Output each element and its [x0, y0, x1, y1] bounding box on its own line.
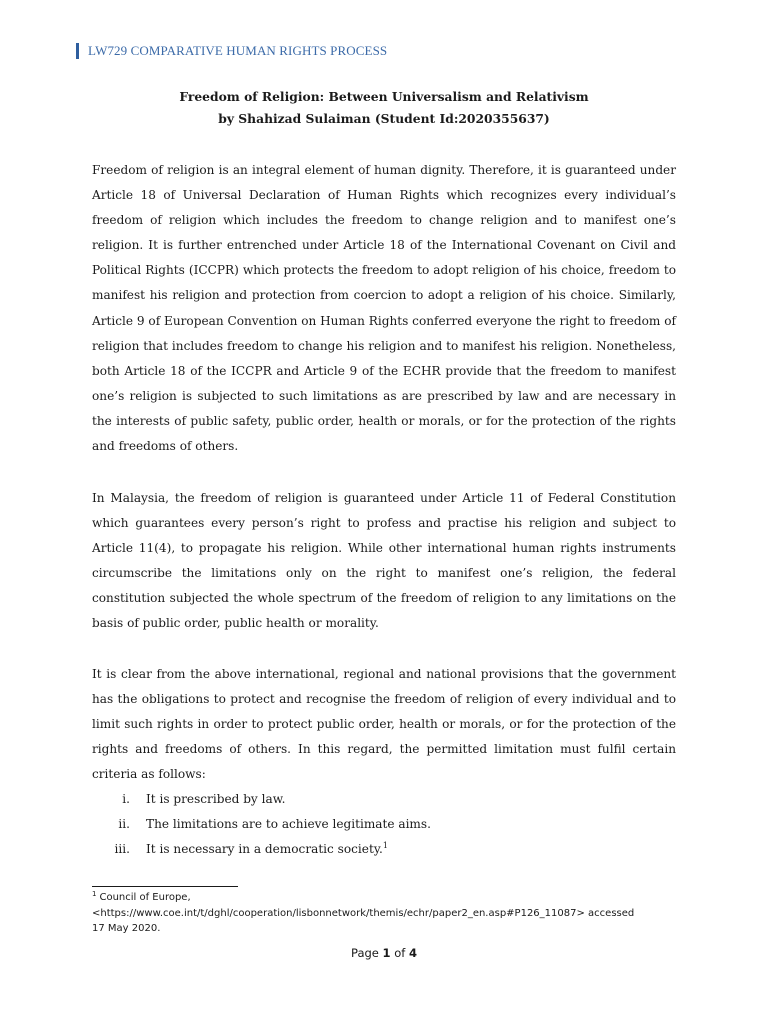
- course-title: LW729 COMPARATIVE HUMAN RIGHTS PROCESS: [88, 43, 388, 58]
- essay-title: Freedom of Religion: Between Universalism and Relativism: [179, 89, 589, 104]
- list-item-text: The limitations are to achieve legitimate aims.: [146, 817, 431, 832]
- list-item: [92, 837, 676, 862]
- footnote: [92, 890, 692, 937]
- footnote-accessed-date: 17 May 2020.: [92, 923, 161, 934]
- footnote-separator: [92, 886, 238, 887]
- footnote-source: Council of Europe,: [99, 892, 191, 903]
- list-item-number: iii.: [114, 842, 130, 857]
- page-number-total: 4: [408, 946, 417, 960]
- footnote-line-1: [92, 890, 692, 906]
- author-line: by Shahizad Sulaiman (Student Id:2020355637): [218, 111, 550, 126]
- page-number-current: 1: [382, 946, 391, 960]
- list-item: [92, 812, 676, 837]
- list-item-number: i.: [122, 792, 130, 806]
- paragraph-2: In Malaysia, the freedom of religion is guaranteed under Article 11 of Federal Constitution which guarantees every person’s right to profess and practise his religion and subject to Article 11(4), to propagate his religion. While other international human rights instruments circumscribe the limitations only on the right to manifest one’s religion, the federal constitution subjected the whole spectrum of the freedom of religion to any limitations on the basis of public order, public health or morality.: [92, 491, 676, 631]
- list-item: [92, 787, 676, 812]
- list-item-text-content: It is necessary in a democratic society.: [146, 842, 383, 857]
- page-number: [0, 946, 768, 960]
- footnote-url[interactable]: <https://www.coe.int/t/dghl/cooperation/lisbonnetwork/themis/echr/paper2_en.asp#P126_11087> accessed: [92, 907, 635, 919]
- page-number-of: of: [390, 946, 409, 960]
- criteria-list: [92, 787, 676, 862]
- footnote-marker: 1: [92, 889, 97, 898]
- running-header: [76, 42, 387, 60]
- list-item-text: It is prescribed by law.: [146, 792, 286, 806]
- list-item-number: ii.: [118, 817, 130, 832]
- footnote-reference[interactable]: 1: [382, 841, 388, 851]
- paragraph-1: Freedom of religion is an integral element of human dignity. Therefore, it is guaranteed under Article 18 of Universal Declaration of Human Rights which recognizes every individual’s freedom of religion which includes the freedom to change religion and to manifest one’s religion. It is further entrenched under Article 18 of the International Covenant on Civil and Political Rights (ICCPR) which protects the freedom to adopt religion of his choice, freedom to manifest his religion and protection from coercion to adopt a religion of his choice. Similarly, Article 9 of European Convention on Human Rights conferred everyone the right to freedom of religion that includes freedom to change his religion and to manifest his religion. Nonetheless, both Article 18 of the ICCPR and Article 9 of the ECHR provide that the freedom to manifest one’s religion is subjected to such limitations as are prescribed by law and are necessary in the interests of public safety, public order, health or morals, or for the protection of the rights and freedoms of others.: [92, 163, 676, 454]
- page-number-prefix: Page: [351, 946, 383, 960]
- list-item-text: [146, 837, 676, 862]
- header-accent-bar: [76, 43, 79, 59]
- paragraph-3: It is clear from the above international, regional and national provisions that the government has the obligations to protect and recognise the freedom of religion of every individual and to limit such rights in order to protect public order, health or morals, or for the protection of the rights and freedoms of others. In this regard, the permitted limitation must fulfil certain criteria as follows:: [92, 667, 676, 782]
